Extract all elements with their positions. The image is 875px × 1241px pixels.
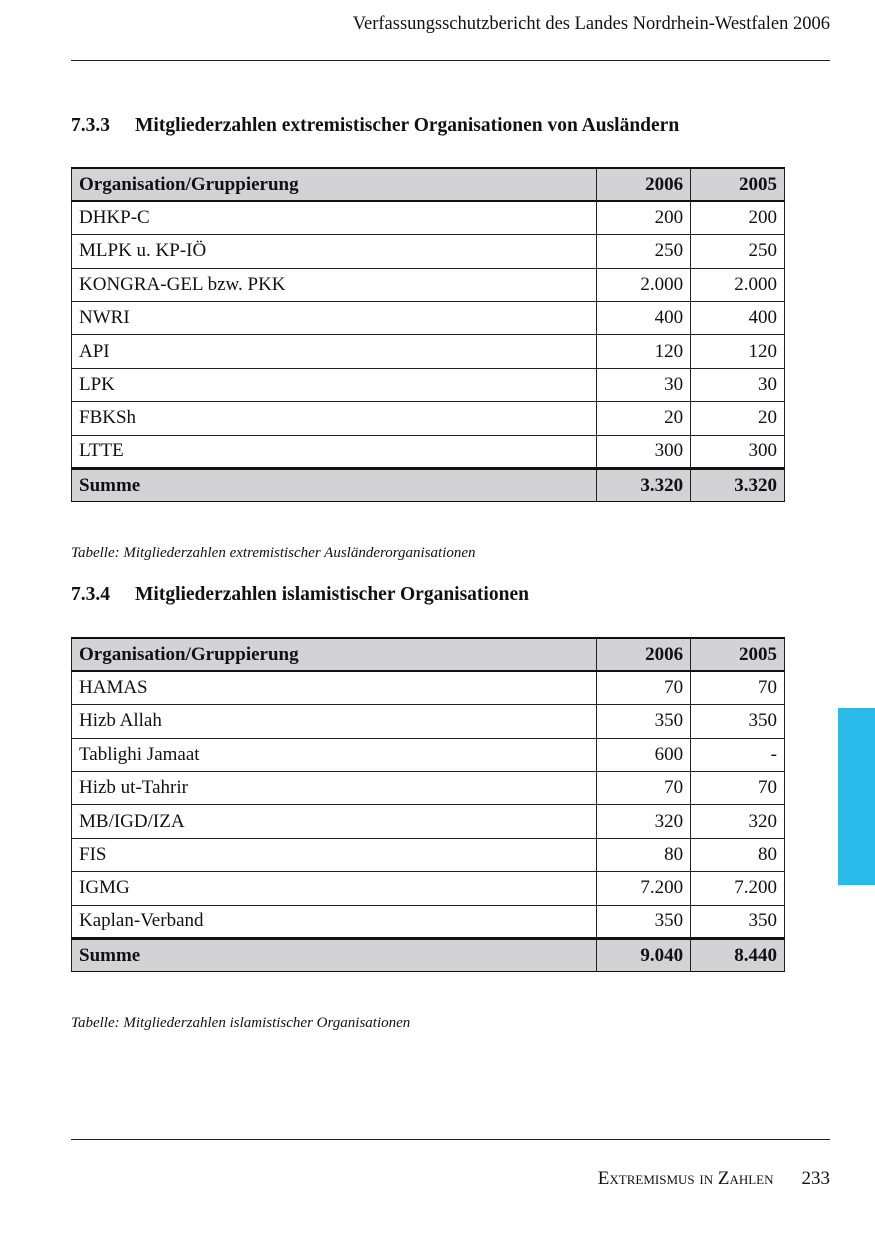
cell-2005: 200: [691, 201, 785, 234]
cell-2005: 320: [691, 805, 785, 838]
running-header: Verfassungsschutzbericht des Landes Nordrhein-Westfalen 2006: [352, 14, 830, 34]
sum-label: Summe: [72, 469, 597, 502]
sum-2006: 9.040: [597, 939, 691, 972]
table-row: [72, 368, 785, 401]
cell-organisation: LTTE: [72, 435, 597, 468]
cell-2006: 120: [597, 335, 691, 368]
cell-organisation: MLPK u. KP-IÖ: [72, 235, 597, 268]
section-number: 7.3.3: [71, 115, 110, 136]
cell-organisation: IGMG: [72, 872, 597, 905]
page-number: 233: [801, 1168, 830, 1189]
cell-2005: 350: [691, 905, 785, 938]
cell-2006: 2.000: [597, 268, 691, 301]
cell-organisation: NWRI: [72, 302, 597, 335]
table-row: [72, 335, 785, 368]
table-row: [72, 435, 785, 468]
table-row: [72, 905, 785, 938]
cell-2005: 80: [691, 838, 785, 871]
column-header-2005: 2005: [691, 638, 785, 671]
sum-label: Summe: [72, 939, 597, 972]
table-row: [72, 268, 785, 301]
section-heading-734: [71, 583, 529, 607]
cell-2006: 20: [597, 402, 691, 435]
cell-2005: -: [691, 738, 785, 771]
cell-2006: 600: [597, 738, 691, 771]
cell-2005: 20: [691, 402, 785, 435]
table-header-row: [72, 168, 785, 201]
column-header-organisation: Organisation/Gruppierung: [72, 168, 597, 201]
cell-2006: 7.200: [597, 872, 691, 905]
cell-2006: 350: [597, 905, 691, 938]
cell-2006: 70: [597, 671, 691, 704]
sum-2005: 8.440: [691, 939, 785, 972]
sum-2005: 3.320: [691, 469, 785, 502]
cell-organisation: DHKP-C: [72, 201, 597, 234]
cell-organisation: KONGRA-GEL bzw. PKK: [72, 268, 597, 301]
cell-organisation: FBKSh: [72, 402, 597, 435]
cell-2006: 400: [597, 302, 691, 335]
section-title: Mitgliederzahlen islamistischer Organisationen: [135, 584, 529, 605]
column-header-organisation: Organisation/Gruppierung: [72, 638, 597, 671]
section-heading-733: [71, 114, 679, 138]
table-caption: Tabelle: Mitgliederzahlen islamistischer Organisationen: [71, 1015, 411, 1031]
cell-organisation: LPK: [72, 368, 597, 401]
table-row: [72, 738, 785, 771]
sum-2006: 3.320: [597, 469, 691, 502]
cell-organisation: Hizb ut-Tahrir: [72, 772, 597, 805]
table-row: [72, 838, 785, 871]
cell-2006: 200: [597, 201, 691, 234]
cell-2006: 300: [597, 435, 691, 468]
cell-2005: 120: [691, 335, 785, 368]
cell-organisation: HAMAS: [72, 671, 597, 704]
cell-organisation: API: [72, 335, 597, 368]
chapter-thumb-tab: [838, 708, 875, 885]
cell-organisation: Hizb Allah: [72, 705, 597, 738]
table-row: [72, 705, 785, 738]
page-footer: [598, 1167, 830, 1191]
table-row: [72, 772, 785, 805]
cell-2005: 7.200: [691, 872, 785, 905]
footer-rule: [71, 1139, 830, 1140]
cell-2005: 30: [691, 368, 785, 401]
table-islamistische-organisationen: [71, 637, 785, 972]
table-row: [72, 805, 785, 838]
cell-2006: 80: [597, 838, 691, 871]
table-row: [72, 671, 785, 704]
section-number: 7.3.4: [71, 584, 110, 605]
cell-2005: 300: [691, 435, 785, 468]
table-auslaender-organisationen: [71, 167, 785, 502]
cell-2005: 250: [691, 235, 785, 268]
cell-2005: 350: [691, 705, 785, 738]
table-caption: Tabelle: Mitgliederzahlen extremistischer Ausländerorganisationen: [71, 545, 476, 561]
header-rule: [71, 60, 830, 61]
cell-2006: 350: [597, 705, 691, 738]
table-sum-row: [72, 469, 785, 502]
footer-chapter-title: Extremismus in Zahlen: [597, 1168, 774, 1189]
table-row: [72, 235, 785, 268]
cell-2005: 2.000: [691, 268, 785, 301]
column-header-2006: 2006: [597, 168, 691, 201]
cell-organisation: FIS: [72, 838, 597, 871]
cell-2005: 70: [691, 772, 785, 805]
cell-2005: 70: [691, 671, 785, 704]
column-header-2006: 2006: [597, 638, 691, 671]
table-row: [72, 201, 785, 234]
cell-2006: 70: [597, 772, 691, 805]
cell-2006: 30: [597, 368, 691, 401]
table-sum-row: [72, 939, 785, 972]
cell-organisation: Kaplan-Verband: [72, 905, 597, 938]
table-header-row: [72, 638, 785, 671]
cell-2006: 250: [597, 235, 691, 268]
cell-2005: 400: [691, 302, 785, 335]
section-title: Mitgliederzahlen extremistischer Organisationen von Ausländern: [135, 115, 680, 136]
cell-organisation: MB/IGD/IZA: [72, 805, 597, 838]
table-row: [72, 402, 785, 435]
cell-organisation: Tablighi Jamaat: [72, 738, 597, 771]
table-row: [72, 302, 785, 335]
column-header-2005: 2005: [691, 168, 785, 201]
table-row: [72, 872, 785, 905]
cell-2006: 320: [597, 805, 691, 838]
